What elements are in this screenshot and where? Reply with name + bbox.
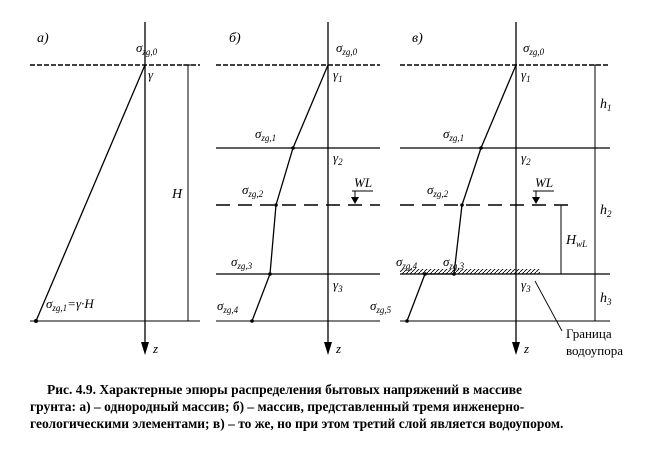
panel-c-HwL-dimension [556, 205, 587, 274]
panel-c-sigma1-label: $\sigma_{zg,1}$ [443, 126, 465, 143]
panel-b-gamma1-label: $\gamma_1$ [333, 67, 343, 84]
panel-b-z-arrow-icon [324, 342, 332, 355]
panel-a-stress-epure [36, 65, 145, 321]
panel-b-gamma3-label: $\gamma_3$ [333, 277, 343, 294]
panel-c-stress-epure-lower [407, 274, 425, 321]
panel-b-sigma3-label: $\sigma_{zg,3}$ [231, 254, 253, 271]
panel-c-sigma5-label: $\sigma_{zg,5}$ [370, 298, 392, 315]
panel-c-gamma2-label: $\gamma_2$ [521, 150, 531, 167]
caption-line-1: Рис. 4.9. Характерные эпюры распределения бытовых напряжений в массиве [47, 382, 522, 397]
panel-a-z-arrow-icon [141, 342, 149, 355]
panel-a-letter: а) [37, 31, 49, 46]
panel-c-gamma3-label: $\gamma_3$ [521, 277, 531, 294]
panel-c-HwL-label: $H_{wL}$ [566, 233, 588, 249]
panel-a-sigma0-label: $\sigma_{zg,0}$ [136, 40, 158, 57]
panel-a-z-label: z [153, 341, 159, 356]
panel-b-stress-epure [252, 65, 328, 321]
panel-a-point-bottom [34, 319, 38, 323]
panel-a-gamma-label: γ [148, 67, 154, 82]
panel-c-aquiclude-hatch [400, 269, 540, 274]
panel-c-z-arrow-icon [512, 342, 520, 355]
panel-c-boundary-leader [535, 281, 562, 331]
panel-c-gamma1-label: $\gamma_1$ [521, 67, 531, 84]
panel-c-sigma0-label: $\sigma_{zg,0}$ [523, 40, 545, 57]
panel-c-sigma2-label: $\sigma_{zg,2}$ [427, 182, 449, 199]
panel-b-WL-label: WL [354, 175, 373, 190]
panel-b-gamma2-label: $\gamma_2$ [333, 150, 343, 167]
panel-b-wl-marker [351, 175, 373, 204]
panel-c-h3-label: $h_3$ [600, 291, 612, 307]
panel-c-WL-label: WL [535, 175, 554, 190]
panel-c-z-label: z [524, 341, 530, 356]
caption-line-2: грунта: а) – однородный массив; б) – массив, представленный тремя инженерно- [30, 399, 525, 414]
panel-c [370, 22, 623, 358]
panel-a-H-label: H [172, 187, 183, 202]
panel-b-z-label: z [336, 341, 342, 356]
panel-c-stress-epure [454, 65, 516, 274]
panel-c-sigma3-label: $\sigma_{zg,3}$ [443, 254, 465, 271]
panel-b [216, 22, 380, 356]
panel-c-letter: в) [412, 31, 423, 46]
panel-c-h-dimensions [590, 65, 612, 321]
panel-b-sigma1-label: $\sigma_{zg,1}$ [255, 126, 277, 143]
panel-c-sigma4-label: $\sigma_{zg,4}$ [396, 254, 418, 271]
caption-line-3: геологическими элементами; в) – то же, но при этом третий слой является водоупором. [30, 416, 564, 431]
panel-c-h1-label: $h_1$ [600, 97, 612, 113]
panel-a [30, 22, 200, 356]
panel-b-sigma4-label: $\sigma_{zg,4}$ [217, 298, 239, 315]
panel-b-sigma0-label: $\sigma_{zg,0}$ [336, 40, 358, 57]
panel-c-wl-marker [532, 175, 554, 204]
panel-c-h2-label: $h_2$ [600, 203, 612, 219]
panel-c-boundary-label-2: водоупора [566, 343, 624, 358]
panel-b-letter: б) [229, 31, 241, 46]
panel-b-sigma2-label: $\sigma_{zg,2}$ [242, 182, 264, 199]
panel-c-boundary-label-1: Граница [566, 326, 612, 341]
panel-a-sigma1-label: $\sigma_{zg,1}=\gamma\cdot H$ [46, 296, 94, 313]
